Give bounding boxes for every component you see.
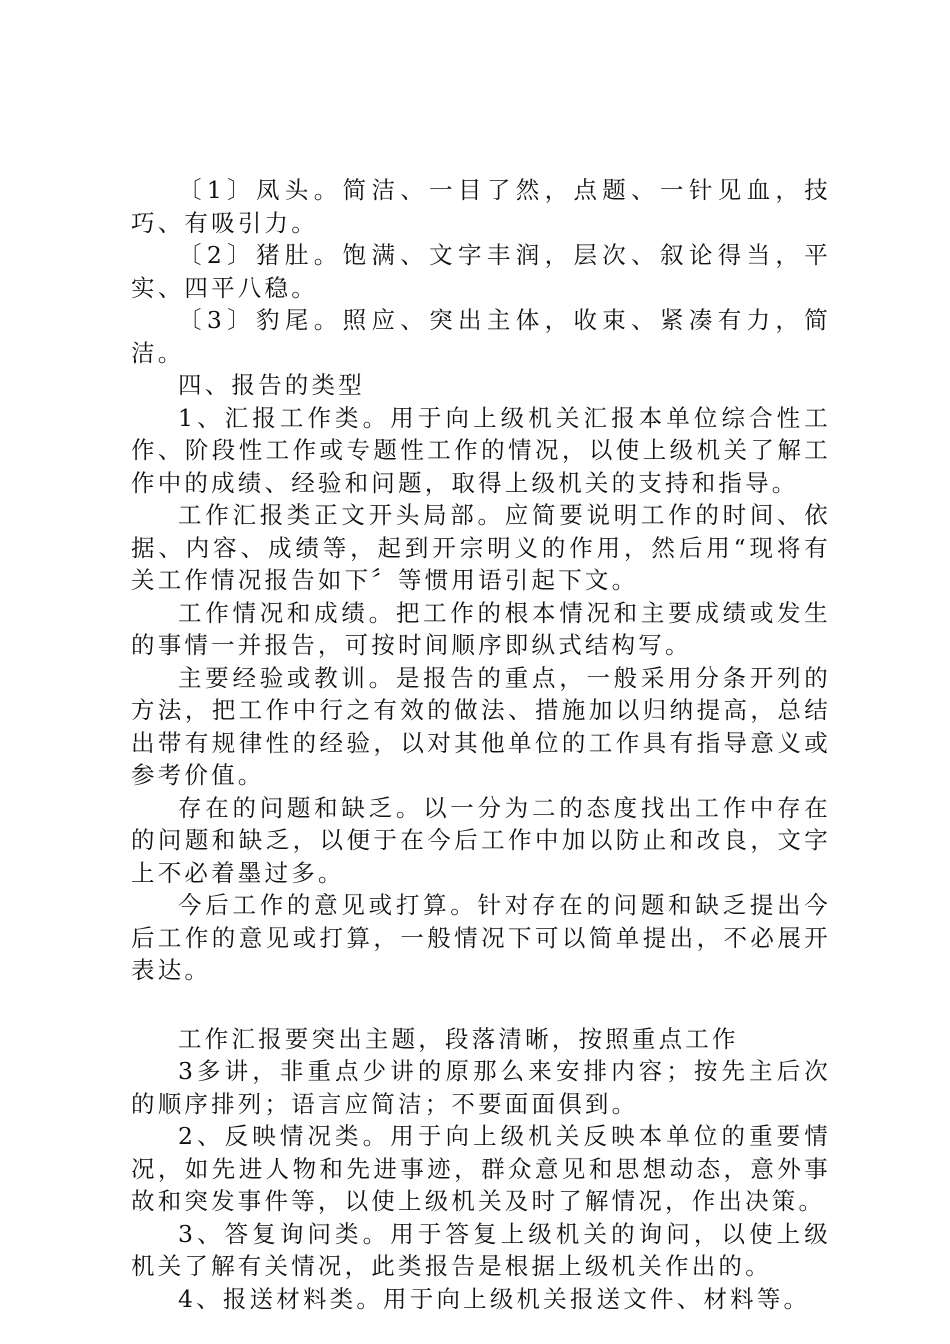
paragraph-work-status: 工作情况和成绩。把工作的根本情况和主要成绩或发生的事情一并报告，可按时间顺序即纵式结构写。 [131, 598, 831, 659]
paragraph-problems: 存在的问题和缺乏。以一分为二的态度找出工作中存在的问题和缺乏，以便于在今后工作中加以防止和改良，文字上不必着墨过多。 [131, 793, 831, 887]
paragraph-work-report-type: 1、汇报工作类。用于向上级机关汇报本单位综合性工作、阶段性工作或专题性工作的情况，以使上级机关了解工作中的成绩、经验和问题，取得上级机关的支持和指导。 [131, 403, 831, 497]
paragraph-leopard-tail: 〔3〕豹尾。照应、突出主体，收束、紧凑有力，简洁。 [131, 306, 831, 367]
paragraph-future-plans: 今后工作的意见或打算。针对存在的问题和缺乏提出今后工作的意见或打算，一般情况下可以简单提出，不必展开表达。 [131, 891, 831, 984]
paragraph-gap [131, 987, 831, 1023]
paragraph-principle: 3多讲，非重点少讲的原那么来安排内容；按先主后次的顺序排列；语言应简洁；不要面面俱到。 [131, 1057, 831, 1118]
section-heading-report-types: 四、报告的类型 [178, 371, 365, 399]
document-body [131, 174, 831, 1315]
paragraph-submit-materials-type: 4、报送材料类。用于向上级机关报送文件、材料等。 [178, 1284, 811, 1313]
paragraph-reply-inquiry-type: 3、答复询问类。用于答复上级机关的询问，以使上级机关了解有关情况，此类报告是根据上级机关作出的。 [131, 1219, 831, 1280]
paragraph-highlight-theme: 工作汇报要突出主题，段落清晰，按照重点工作 [178, 1024, 739, 1053]
paragraph-situation-report-type: 2、反映情况类。用于向上级机关反映本单位的重要情况，如先进人物和先进事迹，群众意见和思想动态，意外事故和突发事件等，以使上级机关及时了解情况，作出决策。 [131, 1122, 831, 1215]
paragraph-pig-belly: 〔2〕猪肚。饱满、文字丰润，层次、叙论得当，平实、四平八稳。 [131, 241, 831, 302]
paragraph-opening-part: 工作汇报类正文开头局部。应简要说明工作的时间、依据、内容、成绩等，起到开宗明义的作用，然后用“现将有关工作情况报告如下〞等惯用语引起下文。 [131, 501, 831, 594]
paragraph-experience: 主要经验或教训。是报告的重点，一般采用分条开列的方法，把工作中行之有效的做法、措施加以归纳提高，总结出带有规律性的经验，以对其他单位的工作具有指导意义或参考价值。 [131, 663, 831, 789]
paragraph-phoenix-head: 〔1〕凤头。简洁、一目了然，点题、一针见血，技巧、有吸引力。 [131, 176, 831, 237]
